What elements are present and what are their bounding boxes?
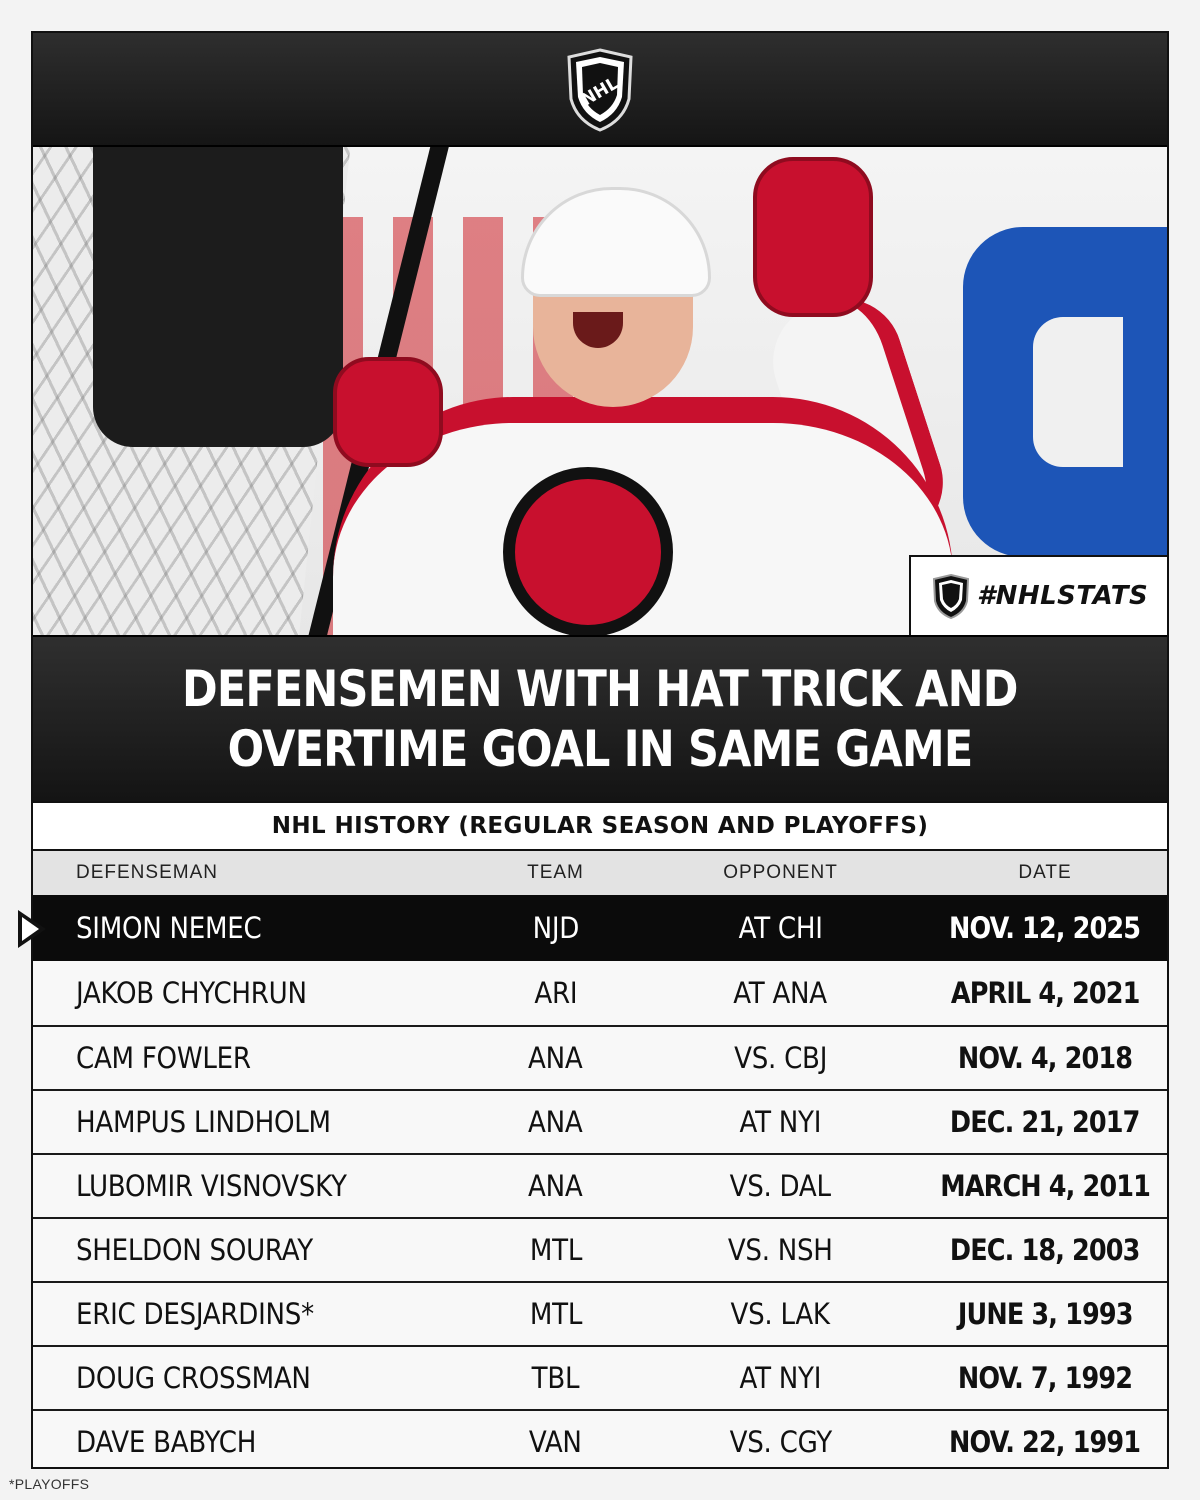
row-team: VAN [529, 1425, 582, 1459]
row-name: SIMON NEMEC [76, 911, 262, 945]
infographic-card [31, 31, 1169, 1469]
row-opponent: AT ANA [733, 976, 828, 1010]
row-opponent: VS. LAK [730, 1297, 831, 1331]
table-header [33, 851, 1167, 895]
table-row [33, 1025, 1167, 1089]
photo-left-glove [333, 357, 443, 467]
photo-devils-crest [503, 467, 673, 635]
table-row [33, 961, 1167, 1025]
table-row-highlighted [33, 895, 1167, 961]
row-name: HAMPUS LINDHOLM [76, 1105, 331, 1139]
row-name: JAKOB CHYCHRUN [76, 976, 307, 1010]
row-team: MTL [529, 1233, 582, 1267]
header-defenseman: DEFENSEMAN [76, 862, 218, 883]
nhl-shield-logo [563, 47, 637, 133]
row-date: JUNE 3, 1993 [957, 1297, 1133, 1331]
row-opponent: VS. NSH [728, 1233, 833, 1267]
row-name: ERIC DESJARDINS* [76, 1297, 314, 1331]
header-team: TEAM [527, 862, 584, 883]
row-team: TBL [531, 1361, 580, 1395]
nhlstats-tag [909, 555, 1167, 635]
table-row [33, 1345, 1167, 1409]
table-row [33, 1281, 1167, 1345]
photo-referee [93, 147, 343, 447]
nhl-shield-mini-icon [931, 573, 971, 619]
row-name: CAM FOWLER [76, 1041, 251, 1075]
row-name: LUBOMIR VISNOVSKY [76, 1169, 347, 1203]
photo-raised-glove [753, 157, 873, 317]
row-team: ARI [534, 976, 577, 1010]
row-pointer-arrow-icon [18, 910, 46, 948]
row-date: DEC. 18, 2003 [950, 1233, 1140, 1267]
photo-boards-blue [963, 227, 1167, 557]
row-opponent: VS. CGY [729, 1425, 832, 1459]
table-row [33, 1153, 1167, 1217]
table-row [33, 1089, 1167, 1153]
row-team: NJD [532, 911, 579, 945]
row-date: NOV. 7, 1992 [957, 1361, 1133, 1395]
row-team: MTL [529, 1297, 582, 1331]
row-date: MARCH 4, 2011 [940, 1169, 1150, 1203]
header-bar [33, 33, 1167, 147]
row-date: DEC. 21, 2017 [950, 1105, 1140, 1139]
row-opponent: VS. CBJ [734, 1041, 827, 1075]
hero-photo [33, 147, 1167, 635]
title-bar [33, 635, 1167, 801]
row-team: ANA [528, 1041, 583, 1075]
row-date: NOV. 4, 2018 [957, 1041, 1133, 1075]
row-name: SHELDON SOURAY [76, 1233, 313, 1267]
header-date: DATE [1018, 862, 1072, 883]
row-date: NOV. 22, 1991 [949, 1425, 1141, 1459]
hashtag-label: #NHLSTATS [977, 581, 1149, 611]
row-opponent: AT NYI [739, 1105, 822, 1139]
subtitle: NHL HISTORY (REGULAR SEASON AND PLAYOFFS) [33, 801, 1167, 851]
photo-helmet [521, 187, 711, 297]
row-name: DOUG CROSSMAN [76, 1361, 311, 1395]
row-opponent: AT CHI [738, 911, 823, 945]
row-name: DAVE BABYCH [76, 1425, 257, 1459]
title-line-2: OVERTIME GOAL IN SAME GAME [227, 720, 973, 778]
title-line-1: DEFENSEMEN WITH HAT TRICK AND [182, 660, 1018, 718]
footnote: *PLAYOFFS [9, 1476, 90, 1492]
table-row [33, 1217, 1167, 1281]
row-date: APRIL 4, 2021 [950, 976, 1140, 1010]
logo-text: NHL [577, 73, 623, 111]
row-opponent: AT NYI [739, 1361, 822, 1395]
row-opponent: VS. DAL [729, 1169, 832, 1203]
header-opponent: OPPONENT [723, 862, 838, 883]
row-team: ANA [528, 1105, 583, 1139]
row-date: NOV. 12, 2025 [949, 911, 1141, 945]
row-team: ANA [528, 1169, 583, 1203]
stats-table [33, 851, 1167, 1469]
table-row [33, 1409, 1167, 1469]
